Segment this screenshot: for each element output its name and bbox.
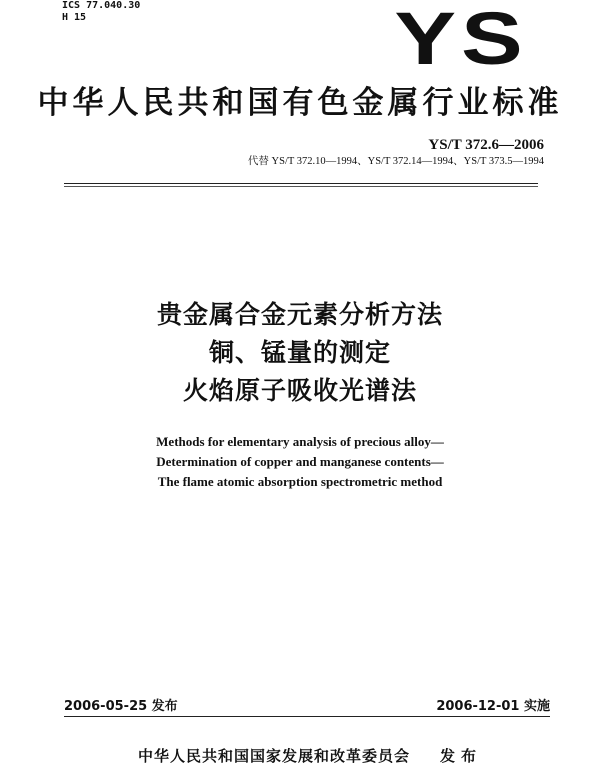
footer-divider — [64, 716, 550, 717]
chinese-title-line-1: 贵金属合金元素分析方法 — [156, 300, 443, 329]
publish-date: 2006-05-25 发布 — [64, 699, 178, 714]
chinese-title-line-3: 火焰原子吸收光谱法 — [182, 376, 417, 405]
english-title-line-2: Determination of copper and manganese contents— — [156, 454, 444, 469]
replaces-standards: 代替 YS/T 372.10—1994、YS/T 372.14—1994、YS/T 373.5—1994 — [247, 156, 544, 167]
english-title-line-3: The flame atomic absorption spectrometric method — [157, 474, 443, 489]
ccs-code: H 15 — [62, 12, 87, 23]
chinese-title-line-2: 铜、锰量的测定 — [208, 338, 391, 367]
ics-code: ICS 77.040.30 — [62, 0, 141, 11]
issue-label: 发布 — [440, 747, 483, 765]
issuing-authority: 中华人民共和国国家发展和改革委员会 — [138, 747, 411, 765]
header-divider — [64, 183, 538, 187]
effective-date: 2006-12-01 实施 — [436, 699, 550, 714]
ys-logo: YS — [394, 0, 528, 80]
standard-number: YS/T 372.6—2006 — [428, 137, 544, 153]
english-title-line-1: Methods for elementary analysis of precious alloy— — [156, 434, 444, 449]
industry-standard-title: 中华人民共和国有色金属行业标准 — [37, 85, 563, 121]
